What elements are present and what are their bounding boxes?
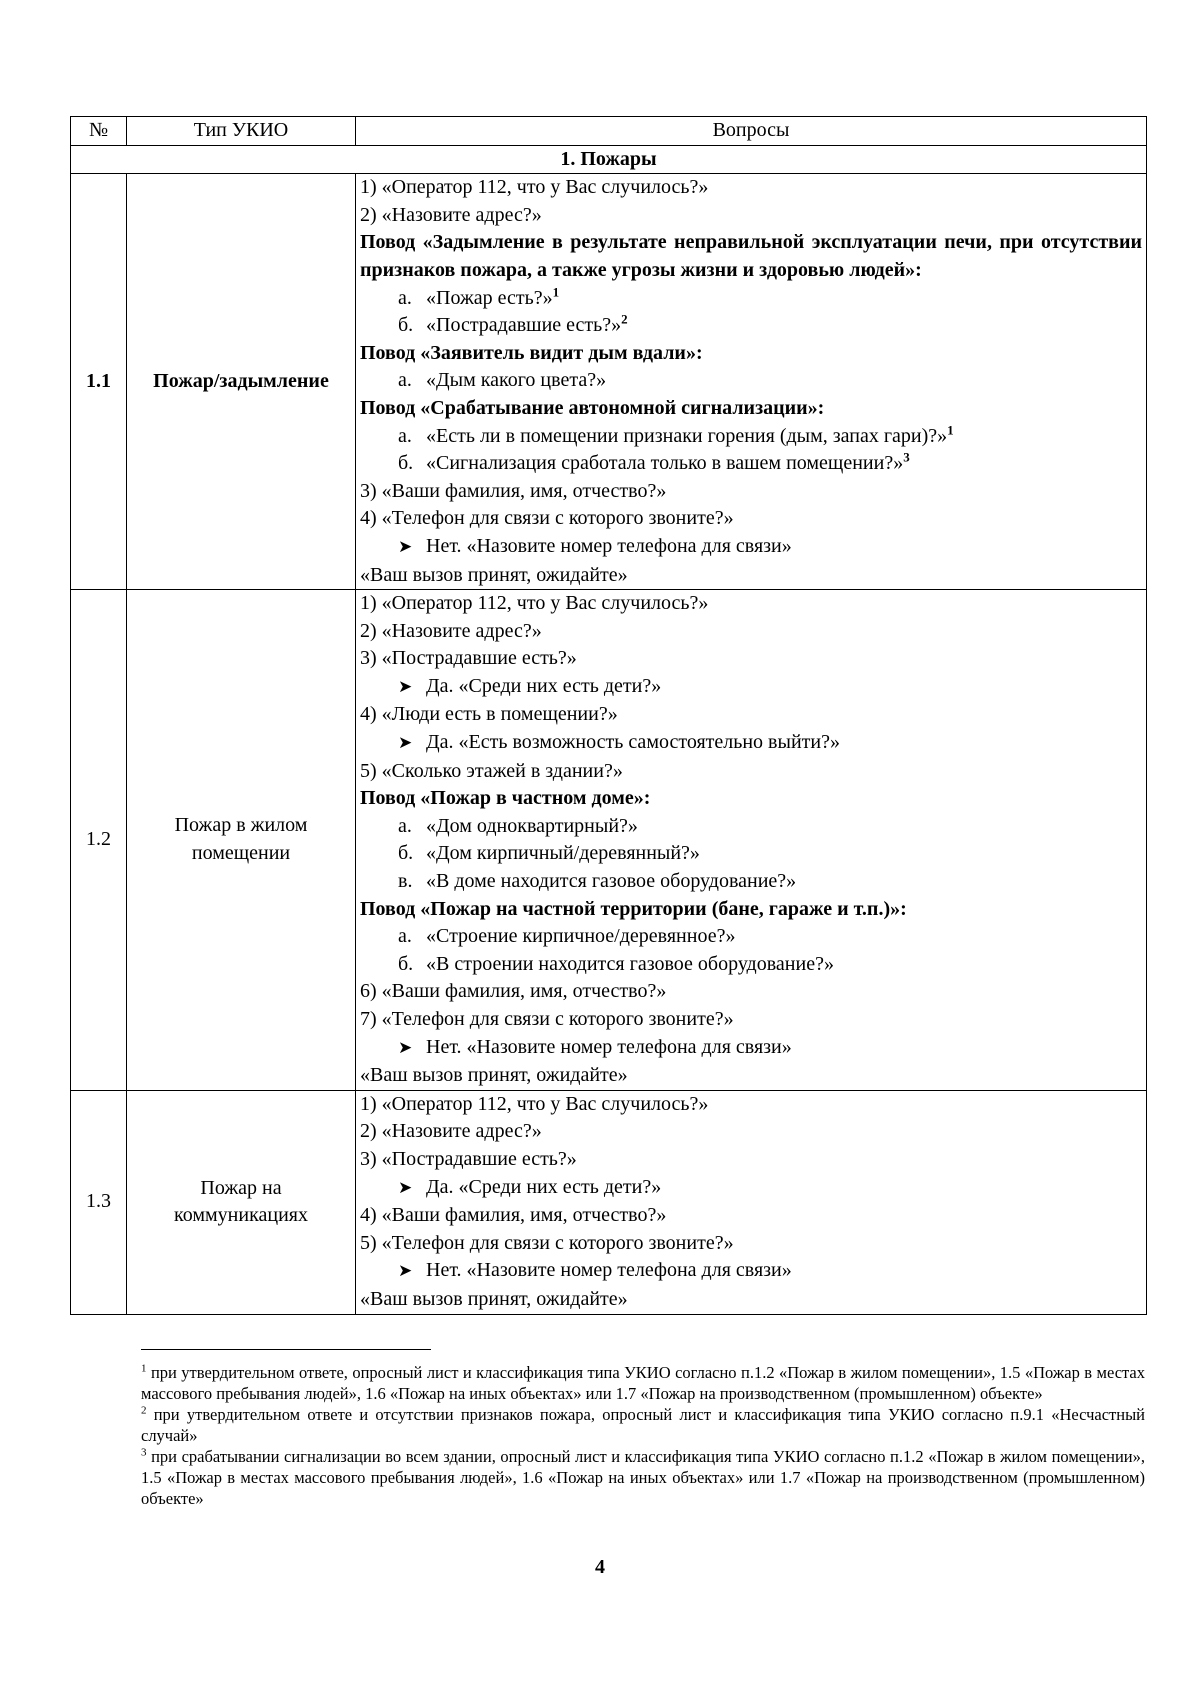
question-line — [360, 1118, 1142, 1146]
reason-heading — [360, 785, 1142, 813]
footnote-item — [141, 1446, 1145, 1509]
sub-question-label: б. — [398, 842, 414, 865]
line-text: Нет. «Назовите номер телефона для связи» — [426, 1259, 792, 1282]
row-type: Пожар в жилом помещении — [127, 590, 356, 1091]
table-row — [71, 1090, 1147, 1314]
header-type: Тип УКИО — [127, 117, 356, 146]
question-line — [360, 1202, 1142, 1230]
line-text: «Ваш вызов принят, ожидайте» — [360, 1064, 628, 1087]
line-text: 4) «Ваши фамилия, имя, отчество?» — [360, 1204, 667, 1227]
sub-question — [360, 840, 1142, 868]
sub-question — [360, 813, 1142, 841]
line-text: Повод «Пожар в частном доме»: — [360, 787, 651, 810]
question-line — [360, 758, 1142, 786]
line-text: «Дым какого цвета?» — [426, 369, 607, 392]
reason-heading — [360, 395, 1142, 423]
line-text: Повод «Заявитель видит дым вдали»: — [360, 341, 703, 364]
line-text: «В строении находится газовое оборудование?» — [426, 952, 834, 975]
question-line — [360, 978, 1142, 1006]
line-text: «Ваш вызов принят, ожидайте» — [360, 1287, 628, 1310]
answer-branch — [360, 1034, 1142, 1063]
sub-question — [360, 423, 1142, 451]
footnote-ref: 1 — [552, 283, 560, 299]
row-questions — [356, 1090, 1147, 1314]
row-questions — [356, 174, 1147, 590]
line-text: Повод «Срабатывание автономной сигнализации»: — [360, 396, 825, 419]
line-text: «Ваш вызов принят, ожидайте» — [360, 563, 628, 586]
arrow-bullet-icon: ➤ — [398, 1177, 413, 1198]
footnote-divider — [141, 1349, 431, 1350]
header-num: № — [71, 117, 127, 146]
line-text: 3) «Ваши фамилия, имя, отчество?» — [360, 479, 667, 502]
line-text: «Сигнализация сработала только в вашем помещении?» — [426, 452, 904, 475]
question-line — [360, 562, 1142, 590]
sub-question-label: а. — [398, 925, 412, 948]
line-text: «Пострадавшие есть?» — [426, 314, 622, 337]
footnote-text: при утвердительном ответе и отсутствии признаков пожара, опросный лист и классификация типа УКИО согласно п.9.1 «Несчастный случай» — [141, 1405, 1145, 1445]
sub-question-label: б. — [398, 952, 414, 975]
answer-branch — [360, 729, 1142, 758]
answer-branch — [360, 673, 1142, 702]
reason-heading — [360, 340, 1142, 368]
question-line — [360, 1062, 1142, 1090]
line-text: «Есть ли в помещении признаки горения (дым, запах гари)?» — [426, 424, 948, 447]
line-text: Да. «Среди них есть дети?» — [426, 1175, 662, 1198]
sub-question-label: б. — [398, 452, 414, 475]
question-line — [360, 701, 1142, 729]
sub-question-label: а. — [398, 424, 412, 447]
table-row — [71, 174, 1147, 590]
row-num: 1.3 — [71, 1090, 127, 1314]
section-title: 1. Пожары — [71, 145, 1147, 174]
footnotes — [141, 1362, 1145, 1509]
question-line — [360, 645, 1142, 673]
question-line — [360, 478, 1142, 506]
sub-question-label: а. — [398, 286, 412, 309]
line-text: Нет. «Назовите номер телефона для связи» — [426, 534, 792, 557]
sub-question — [360, 951, 1142, 979]
question-line — [360, 1006, 1142, 1034]
answer-branch — [360, 533, 1142, 562]
questions-table — [70, 116, 1147, 1315]
section-row — [71, 145, 1147, 174]
sub-question — [360, 285, 1142, 313]
sub-question-label: в. — [398, 870, 413, 893]
row-type: Пожар/задымление — [127, 174, 356, 590]
question-line — [360, 590, 1142, 618]
sub-question-label: а. — [398, 814, 412, 837]
sub-question-label: а. — [398, 369, 412, 392]
line-text: 1) «Оператор 112, что у Вас случилось?» — [360, 176, 709, 199]
line-text: 7) «Телефон для связи с которого звоните?» — [360, 1008, 734, 1030]
line-text: 1) «Оператор 112, что у Вас случилось?» — [360, 1092, 709, 1115]
line-text: «Строение кирпичное/деревянное?» — [426, 925, 736, 948]
reason-heading — [360, 896, 1142, 924]
line-text: 6) «Ваши фамилия, имя, отчество?» — [360, 980, 667, 1003]
line-text: 4) «Телефон для связи с которого звоните?» — [360, 507, 734, 530]
question-line — [360, 1146, 1142, 1174]
line-text: «Дом одноквартирный?» — [426, 814, 638, 837]
sub-question — [360, 868, 1142, 896]
line-text: «Пожар есть?» — [426, 286, 553, 309]
footnote-text: при срабатывании сигнализации во всем здании, опросный лист и классификация типа УКИО согласно п.1.2 «Пожар в жилом помещении», 1.5 «Пожар в местах массового пребывания людей», 1.6 «Пожар на иных объектах» или 1.7 «Пожар на производственном (промышленном) объекте» — [141, 1447, 1145, 1508]
sub-question — [360, 312, 1142, 340]
page-number: 4 — [595, 1556, 605, 1578]
line-text: 2) «Назовите адрес?» — [360, 1120, 542, 1143]
footnote-mark: 1 — [141, 1362, 147, 1375]
arrow-bullet-icon: ➤ — [398, 536, 413, 557]
table-header-row — [71, 117, 1147, 146]
footnote-item — [141, 1362, 1145, 1404]
sub-question — [360, 367, 1142, 395]
question-line — [360, 505, 1142, 533]
line-text: 5) «Телефон для связи с которого звоните?» — [360, 1231, 734, 1254]
line-text: 1) «Оператор 112, что у Вас случилось?» — [360, 592, 709, 615]
line-text: 3) «Пострадавшие есть?» — [360, 1147, 577, 1170]
arrow-bullet-icon: ➤ — [398, 1037, 413, 1058]
line-text: 2) «Назовите адрес?» — [360, 619, 542, 642]
question-line — [360, 202, 1142, 230]
line-text: 4) «Люди есть в помещении?» — [360, 703, 618, 726]
line-text: Повод «Задымление в результате неправильной эксплуатации печи, при отсутствии признаков пожара, а также угрозы жизни и здоровью людей»: — [360, 231, 1142, 281]
question-line — [360, 1230, 1142, 1258]
arrow-bullet-icon: ➤ — [398, 733, 413, 754]
footnote-ref: 3 — [903, 449, 910, 465]
question-line — [360, 618, 1142, 646]
row-type: Пожар на коммуникациях — [127, 1090, 356, 1314]
answer-branch — [360, 1257, 1142, 1286]
line-text: 3) «Пострадавшие есть?» — [360, 647, 577, 670]
row-questions — [356, 590, 1147, 1091]
question-line — [360, 1286, 1142, 1314]
footnote-mark: 2 — [141, 1404, 147, 1417]
question-line — [360, 1091, 1142, 1119]
footnote-text: при утвердительном ответе, опросный лист и классификация типа УКИО согласно п.1.2 «Пожар в жилом помещении», 1.5 «Пожар в местах массового пребывания людей», 1.6 «Пожар на иных объектах» или 1.7 «Пожар на производственном (промышленном) объекте» — [141, 1363, 1145, 1403]
footnote-ref: 2 — [621, 311, 628, 327]
line-text: Повод «Пожар на частной территории (бане, гараже и т.п.)»: — [360, 897, 907, 920]
line-text: Нет. «Назовите номер телефона для связи» — [426, 1035, 792, 1058]
line-text: 5) «Сколько этажей в здании?» — [360, 759, 623, 782]
line-text: Да. «Есть возможность самостоятельно выйти?» — [426, 731, 840, 754]
line-text: «Дом кирпичный/деревянный?» — [426, 842, 700, 865]
answer-branch — [360, 1174, 1142, 1203]
arrow-bullet-icon: ➤ — [398, 676, 413, 697]
sub-question — [360, 923, 1142, 951]
footnote-mark: 3 — [141, 1446, 147, 1459]
footnote-item — [141, 1404, 1145, 1446]
line-text: 2) «Назовите адрес?» — [360, 203, 542, 226]
line-text: «В доме находится газовое оборудование?» — [426, 870, 797, 893]
line-text: Да. «Среди них есть дети?» — [426, 674, 662, 697]
arrow-bullet-icon: ➤ — [398, 1261, 413, 1282]
row-num: 1.2 — [71, 590, 127, 1091]
row-num: 1.1 — [71, 174, 127, 590]
header-questions: Вопросы — [356, 117, 1147, 146]
sub-question — [360, 450, 1142, 478]
footnote-ref: 1 — [947, 421, 954, 437]
reason-heading — [360, 229, 1142, 284]
question-line — [360, 174, 1142, 202]
sub-question-label: б. — [398, 314, 414, 337]
table-row — [71, 590, 1147, 1091]
